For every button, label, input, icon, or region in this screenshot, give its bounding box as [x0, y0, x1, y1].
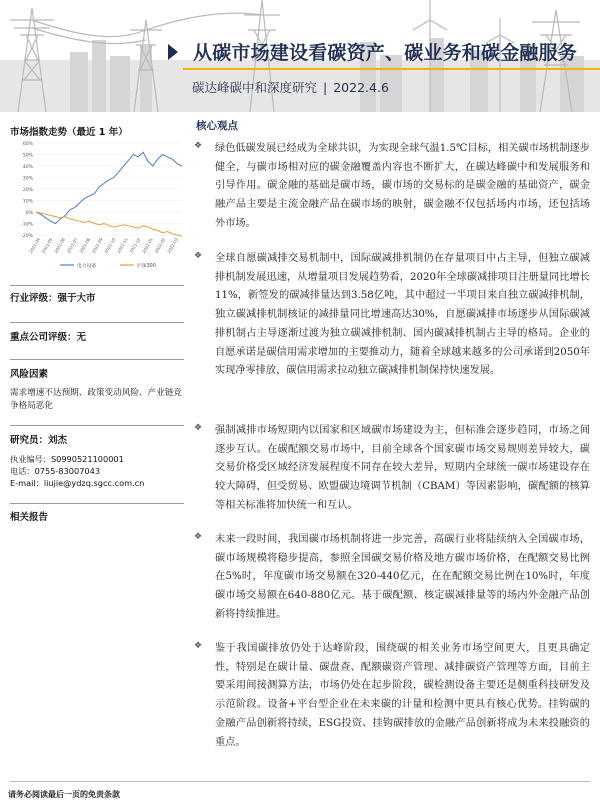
chart-x-tick-label: 2021-11 — [115, 237, 129, 254]
chart-y-tick-label: 20% — [22, 188, 33, 193]
chart-x-tick-label: 2022-01 — [141, 237, 154, 254]
risk-title: 风险因素 — [10, 369, 49, 380]
chart-y-tick-label: -10% — [21, 222, 33, 228]
chart-x-tick-label: 2022-03 — [166, 237, 179, 254]
report-date: 2022.4.6 — [333, 80, 389, 95]
chart-title: 市场指数走势（最近 1 年） — [10, 127, 128, 138]
related-reports: 相关报告 — [10, 512, 49, 523]
chart-x-tick-label: 2021-04 — [28, 237, 41, 254]
related-divider — [10, 503, 184, 504]
chart-x-tick-label: 2022-02 — [153, 237, 167, 254]
report-series: 碳达峰碳中和深度研究 — [192, 80, 318, 95]
title-arrow-icon — [168, 44, 178, 60]
report-subtitle — [192, 78, 389, 96]
subtitle-separator: | — [323, 80, 328, 95]
chart-x-tick-label: 2021-08 — [78, 237, 92, 254]
diamond-bullet-icon: ❖ — [194, 641, 203, 651]
analyst-title: 研究员：刘杰 — [10, 435, 68, 446]
chart-y-tick-label: 50% — [22, 153, 33, 159]
risk-text: 需求增速不达预期、政策变动风险、产业链竞争格局恶化 — [10, 388, 182, 411]
chart-x-tick-label: 2021-07 — [65, 237, 79, 254]
chart-y-tick-label: 60% — [22, 142, 33, 147]
chart-series-line-1 — [36, 152, 182, 223]
diamond-bullet-icon: ❖ — [194, 251, 203, 261]
risk-divider — [10, 359, 184, 360]
footer-divider — [10, 781, 590, 782]
report-title: 从碳市场建设看碳资产、碳业务和碳金融服务 — [193, 42, 578, 64]
title-underline — [183, 68, 600, 70]
chart-y-tick-label: 0% — [25, 211, 33, 216]
paragraph-5: ❖ 鉴于我国碳排放仍处于达峰阶段，围绕碳的相关业务市场空间更大，且更具确定性，特别是在碳计量、碳盘查、配额碳资产管理、减排碳资产管理等方面，目前主要采用间接测算方法，市场仍处在起步阶段，碳检测设备主要还是侧重科技研发及示范阶段。设备+平台型企业在未来碳的计量和检测中更具有核心优势。挂钩碳的金融产品创新将持续，ESG投资、挂钩碳排放的金融产品创新将成为未来投融资的重点。 — [194, 641, 590, 748]
company-divider — [10, 322, 184, 323]
diamond-bullet-icon: ❖ — [194, 141, 203, 151]
chart-y-tick-label: 10% — [22, 199, 33, 205]
footer-disclaimer[interactable]: 请务必阅读最后一页的免责条款 — [8, 790, 120, 799]
key-company-rating: 重点公司评级：无 — [10, 332, 87, 343]
chart-x-tick-label: 2021-06 — [53, 237, 66, 254]
analyst-section — [10, 432, 185, 489]
core-heading: 核心观点 — [196, 120, 238, 132]
rating-divider — [10, 285, 184, 286]
chart-x-tick-label: 2021-09 — [90, 237, 104, 254]
analyst-email[interactable]: E-mail：liujie@ydzq.sgcc.com.cn — [10, 478, 145, 488]
chart-series-line-2 — [36, 212, 182, 236]
chart-legend-label: 电力设备 — [77, 264, 97, 269]
industry-rating: 行业评级：强于大市 — [10, 293, 96, 304]
paragraph-2: ❖ 全球自愿碳减排交易机制中，国际碳减排机制仍在存量项目中占主导，但独立碳减排机制发展迅速，从增量项目发展趋势看，2020年全球碳减排项目注册量同比增长11%，新签发的碳减排量达到3.58亿吨，其中超过一半项目来自独立碳减排机制，独立碳减排机制核证的减排量同比增速高达30%，自愿碳减排市场逐步从国际碳减排机制占主导逐渐过渡为独立碳减排机制、国内碳减排机制占主导的格局。企业的自愿承诺是碳信用需求增加的主要推动力，随着全球越来越多的公司承诺到2050年实现净零排放，碳信用需求拉动独立碳减排机制保持快速发展。 — [194, 251, 590, 377]
analyst-license: 执业编号：S0990521100001 — [10, 454, 124, 464]
chart-x-tick-label: 2021-05 — [40, 237, 54, 254]
chart-legend-label: 沪深300 — [137, 264, 156, 269]
chart-y-tick-label: -20% — [21, 234, 33, 239]
market-index-chart — [10, 137, 186, 277]
analyst-phone: 电话：0755-83007043 — [10, 466, 101, 476]
paragraph-4: ❖ 未来一段时间，我国碳市场机制将进一步完善，高碳行业将陆续纳入全国碳市场，碳市场规模将稳步提高，参照全国碳交易价格及地方碳市场价格，在配额交易比例在5%时，年度碳市场交易额在320-440亿元，在在配额交易比例在10%时，年度碳市场交易额在640-880亿元。基于碳配额、核定碳减排量等的场内外金融产品创新将持续推进。 — [194, 532, 590, 620]
diamond-bullet-icon: ❖ — [194, 423, 203, 433]
risk-section — [10, 366, 185, 413]
diamond-bullet-icon: ❖ — [194, 532, 203, 542]
paragraph-3: ❖ 强制减排市场短期内以国家和区域碳市场建设为主，但标准会逐步趋同，市场之间逐步互认。在碳配额交易市场中，目前全球各个国家碳市场交易规则差异较大，碳交易价格受区域经济发展程度不同存在较大差异，短期内全球统一碳市场建设存在较大障碍，但受贸易、欧盟碳边境调节机制（CBAM）等因素影响，碳配额的核算等相关标准将加快统一和互认。 — [194, 423, 590, 511]
paragraph-1: ❖ 绿色低碳发展已经成为全球共识，为实现全球气温1.5℃目标，相关碳市场机制逐步健全，与碳市场相对应的碳金融覆盖内容也不断扩大，在碳达峰碳中和发展服务和引导作用。碳金融的基础是碳市场，碳市场的交易标的是碳金融的基础资产，碳金融产品主要是主流金融产品在碳市场的映射，碳金融不仅包括场内市场，还包括场外市场。 — [194, 141, 590, 229]
chart-y-tick-label: 40% — [22, 165, 33, 170]
chart-y-tick-label: 30% — [22, 176, 33, 182]
chart-x-tick-label: 2021-10 — [103, 237, 117, 254]
analyst-divider — [10, 425, 184, 426]
header-banner — [0, 0, 600, 112]
chart-x-tick-label: 2021-12 — [128, 237, 142, 254]
